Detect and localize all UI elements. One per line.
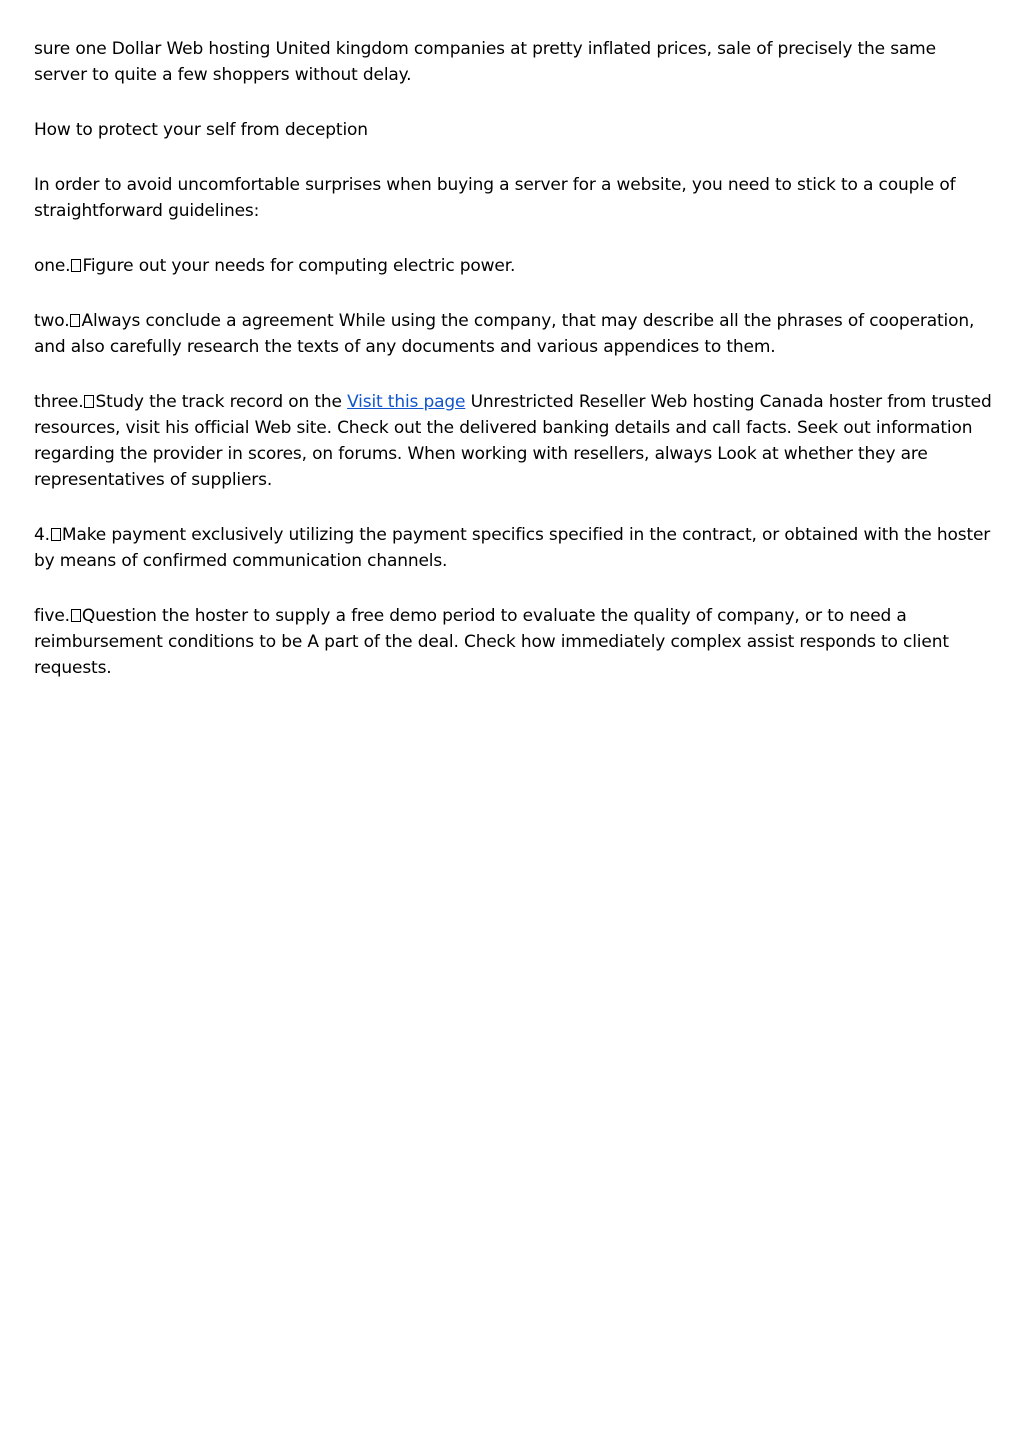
list-item <box>34 522 992 574</box>
intro-paragraph: sure one Dollar Web hosting United kingdom companies at pretty inflated prices, sale of precisely the same server to quite a few shoppers without delay. <box>34 39 936 85</box>
section-heading: How to protect your self from deception <box>34 120 368 140</box>
missing-glyph-icon <box>84 395 94 408</box>
list-item <box>34 389 992 493</box>
visit-page-link[interactable]: Visit this page <box>347 392 466 412</box>
list-item-text: out your needs for computing electric power. <box>138 256 516 276</box>
missing-glyph-icon <box>70 314 80 327</box>
list-item-number: three. <box>34 392 84 412</box>
list-item-text: payment exclusively utilizing the payment specifics specified in the contract, or obtained with the hoster by means of confirmed communication channels. <box>34 525 991 571</box>
list-item-text-after-link: Unrestricted Reseller Web hosting Canada hoster from trusted resources, visit his official Web site. Check out the delivered banking details and call facts. Seek out information regarding the provider in scores, on forums. When working with resellers, always Look at whether they are representatives of suppliers. <box>34 392 992 490</box>
lead-paragraph: In order to avoid uncomfortable surprises when buying a server for a website, you need to stick to a couple of straightforward guidelines: <box>34 175 956 221</box>
list-item-text: conclude a agreement While using the company, that may describe all the phrases of cooperation, and also carefully research the texts of any documents and various appendices to them. <box>34 311 975 357</box>
list-item-number: two. <box>34 311 70 331</box>
list-item-lead: Study <box>95 392 144 412</box>
list-item-lead: Make <box>61 525 107 545</box>
missing-glyph-icon <box>71 609 81 622</box>
list-item-number: one. <box>34 256 71 276</box>
list-item-lead: Figure <box>82 256 134 276</box>
list-item <box>34 603 992 681</box>
list-item <box>34 253 992 279</box>
list-item-lead: Question <box>81 606 157 626</box>
list-item-number: 4. <box>34 525 50 545</box>
document-body <box>34 36 992 710</box>
missing-glyph-icon <box>51 528 61 541</box>
list-item-text-before-link: the track record on the <box>149 392 342 412</box>
missing-glyph-icon <box>71 259 81 272</box>
list-item <box>34 308 992 360</box>
list-item-number: five. <box>34 606 70 626</box>
list-item-text: the hoster to supply a free demo period to evaluate the quality of company, or to need a reimbursement conditions to be A part of the deal. Check how immediately complex assist responds to client requests. <box>34 606 949 678</box>
list-item-lead: Always <box>81 311 141 331</box>
